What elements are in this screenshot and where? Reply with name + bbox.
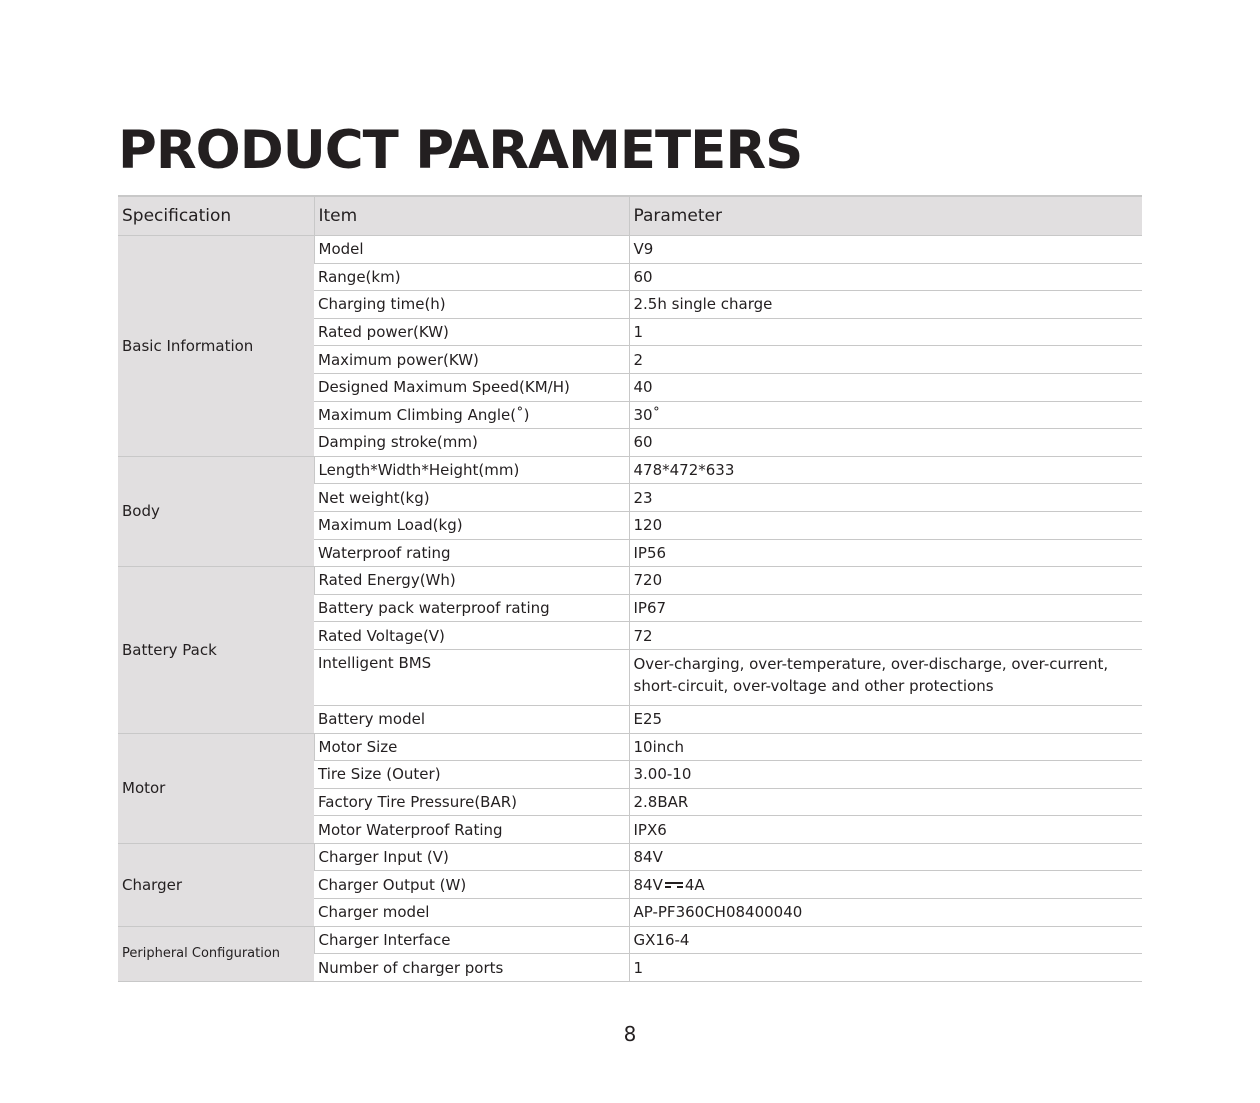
item-cell: Factory Tire Pressure(BAR) <box>314 788 629 816</box>
value-cell: GX16-4 <box>629 926 1142 954</box>
value-cell: IP67 <box>629 594 1142 622</box>
value-cell: IP56 <box>629 539 1142 567</box>
value-cell: 478*472*633 <box>629 456 1142 484</box>
item-cell: Battery pack waterproof rating <box>314 594 629 622</box>
value-suffix: 4A <box>684 875 705 894</box>
value-cell: 23 <box>629 484 1142 512</box>
value-cell <box>629 871 1142 899</box>
item-cell: Motor Size <box>314 733 629 761</box>
table-row <box>118 733 1142 761</box>
table-row <box>118 456 1142 484</box>
value-cell: 2.8BAR <box>629 788 1142 816</box>
item-cell: Charger Output (W) <box>314 871 629 899</box>
value-cell: AP-PF360CH08400040 <box>629 899 1142 927</box>
value-cell: 84V <box>629 843 1142 871</box>
group-peripheral-configuration: Peripheral Configuration <box>118 926 314 981</box>
group-battery-pack: Battery Pack <box>118 567 314 733</box>
item-cell: Range(km) <box>314 263 629 291</box>
group-body: Body <box>118 456 314 566</box>
value-cell: 60 <box>629 263 1142 291</box>
item-cell: Charger Interface <box>314 926 629 954</box>
item-cell: Battery model <box>314 705 629 733</box>
table-row <box>118 567 1142 595</box>
table-header-row <box>118 196 1142 236</box>
item-cell: Waterproof rating <box>314 539 629 567</box>
value-cell: V9 <box>629 236 1142 264</box>
group-motor: Motor <box>118 733 314 843</box>
column-header-parameter: Parameter <box>629 196 1142 236</box>
value-cell: 30˚ <box>629 401 1142 429</box>
item-cell: Tire Size (Outer) <box>314 761 629 789</box>
item-cell: Net weight(kg) <box>314 484 629 512</box>
item-cell: Rated power(KW) <box>314 318 629 346</box>
value-cell: 60 <box>629 429 1142 457</box>
item-cell: Intelligent BMS <box>314 649 629 705</box>
value-cell: 10inch <box>629 733 1142 761</box>
item-cell: Maximum power(KW) <box>314 346 629 374</box>
item-cell: Motor Waterproof Rating <box>314 816 629 844</box>
item-cell: Charger model <box>314 899 629 927</box>
item-cell: Designed Maximum Speed(KM/H) <box>314 373 629 401</box>
group-charger: Charger <box>118 843 314 926</box>
item-cell: Damping stroke(mm) <box>314 429 629 457</box>
column-header-item: Item <box>314 196 629 236</box>
value-cell: E25 <box>629 705 1142 733</box>
value-cell: 1 <box>629 318 1142 346</box>
group-basic-information: Basic Information <box>118 236 314 457</box>
item-cell: Charging time(h) <box>314 291 629 319</box>
table-row <box>118 926 1142 954</box>
table-row <box>118 236 1142 264</box>
dc-symbol-icon <box>665 880 683 890</box>
value-cell: Over-charging, over-temperature, over-discharge, over-current, short-circuit, over-voltage and other protections <box>629 649 1142 705</box>
value-cell: 3.00-10 <box>629 761 1142 789</box>
value-cell: 1 <box>629 954 1142 982</box>
value-cell: 2.5h single charge <box>629 291 1142 319</box>
value-cell: 2 <box>629 346 1142 374</box>
item-cell: Length*Width*Height(mm) <box>314 456 629 484</box>
page-number: 8 <box>623 1022 637 1046</box>
value-cell: IPX6 <box>629 816 1142 844</box>
table-row <box>118 843 1142 871</box>
item-cell: Maximum Load(kg) <box>314 511 629 539</box>
item-cell: Model <box>314 236 629 264</box>
page-title: PRODUCT PARAMETERS <box>118 120 803 181</box>
item-cell: Rated Energy(Wh) <box>314 567 629 595</box>
item-cell: Number of charger ports <box>314 954 629 982</box>
value-cell: 120 <box>629 511 1142 539</box>
value-cell: 40 <box>629 373 1142 401</box>
value-cell: 72 <box>629 622 1142 650</box>
value-cell: 720 <box>629 567 1142 595</box>
parameters-table <box>118 195 1142 982</box>
item-cell: Maximum Climbing Angle(˚) <box>314 401 629 429</box>
column-header-specification: Specification <box>118 196 314 236</box>
item-cell: Charger Input (V) <box>314 843 629 871</box>
value-prefix: 84V <box>633 875 663 894</box>
item-cell: Rated Voltage(V) <box>314 622 629 650</box>
